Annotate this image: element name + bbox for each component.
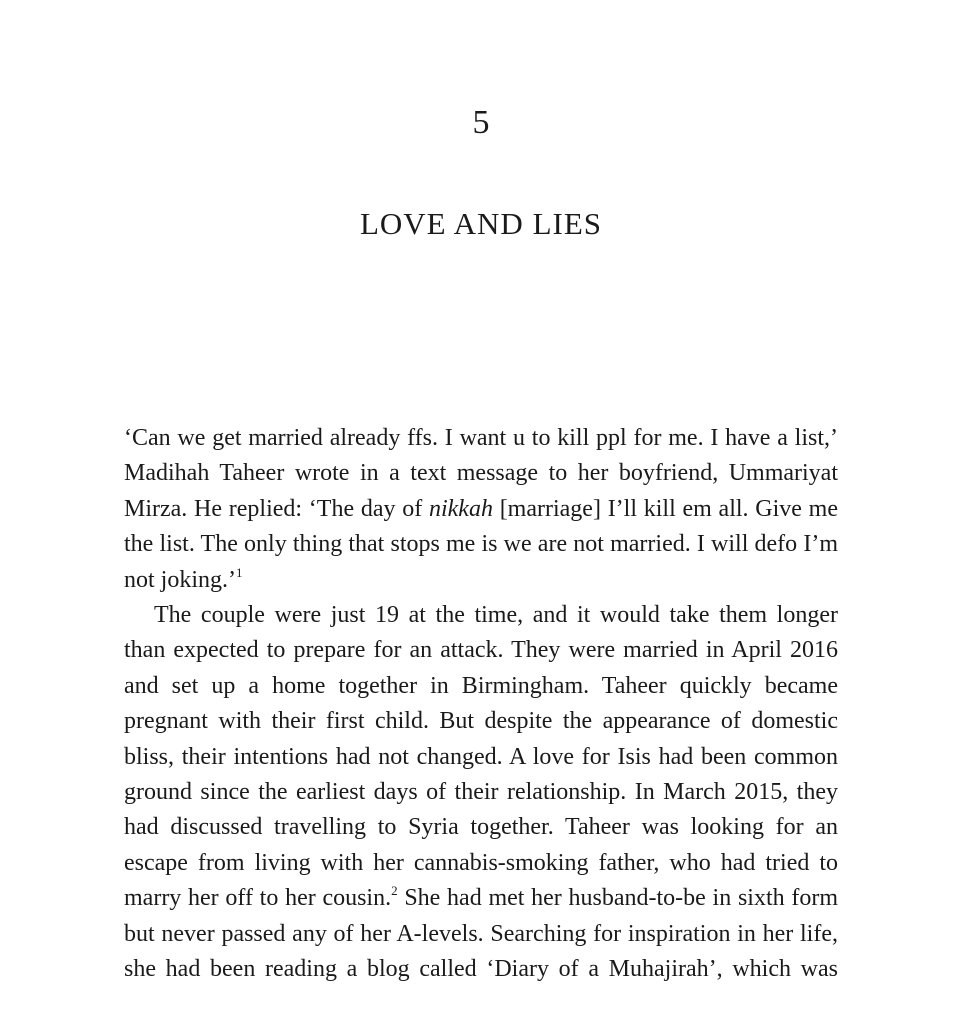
italic-term: nikkah [428,495,493,522]
text-segment: She had met her husband-to-be in sixth form but never passed any of her A-levels. Searching for inspiration in her life, she had been reading a blog called ‘Diary of a Muhajirah’, which was [124,885,838,983]
chapter-title: LOVE AND LIES [359,206,603,241]
text-segment: The couple were just 19 at the time, and it would take them longer than expected to prepare for an attack. They were married in April 2016 and set up a home together in Birmingham. Taheer quickly became pregnant with their first child. But despite the appearance of domestic bliss, their intentions had not changed. A love for Isis had been common ground since the earliest days of their relationship. In March 2015, they had discussed travelling to Syria together. Taheer was looking for an escape from living with her cannabis-smoking father, who had tried to marry her off to her cousin. [124,602,838,912]
chapter-number: 5 [472,104,490,141]
text-segment: ‘Can we get married already ffs. I want u to kill ppl for me. I have a list,’ Madihah Taheer wrote in a text message to her boyfriend, Ummariyat Mirza. He replied: ‘The day of [124,425,838,522]
paragraph-2 [124,598,838,987]
paragraph-1 [124,421,838,598]
footnote-ref-1: 1 [236,564,243,580]
body-text [124,421,838,988]
text-segment: [marriage] I’ll kill em all. Give me the list. The only thing that stops me is we are not married. I will defo I’m not joking.’ [124,495,838,593]
footnote-ref-2: 2 [391,883,398,899]
